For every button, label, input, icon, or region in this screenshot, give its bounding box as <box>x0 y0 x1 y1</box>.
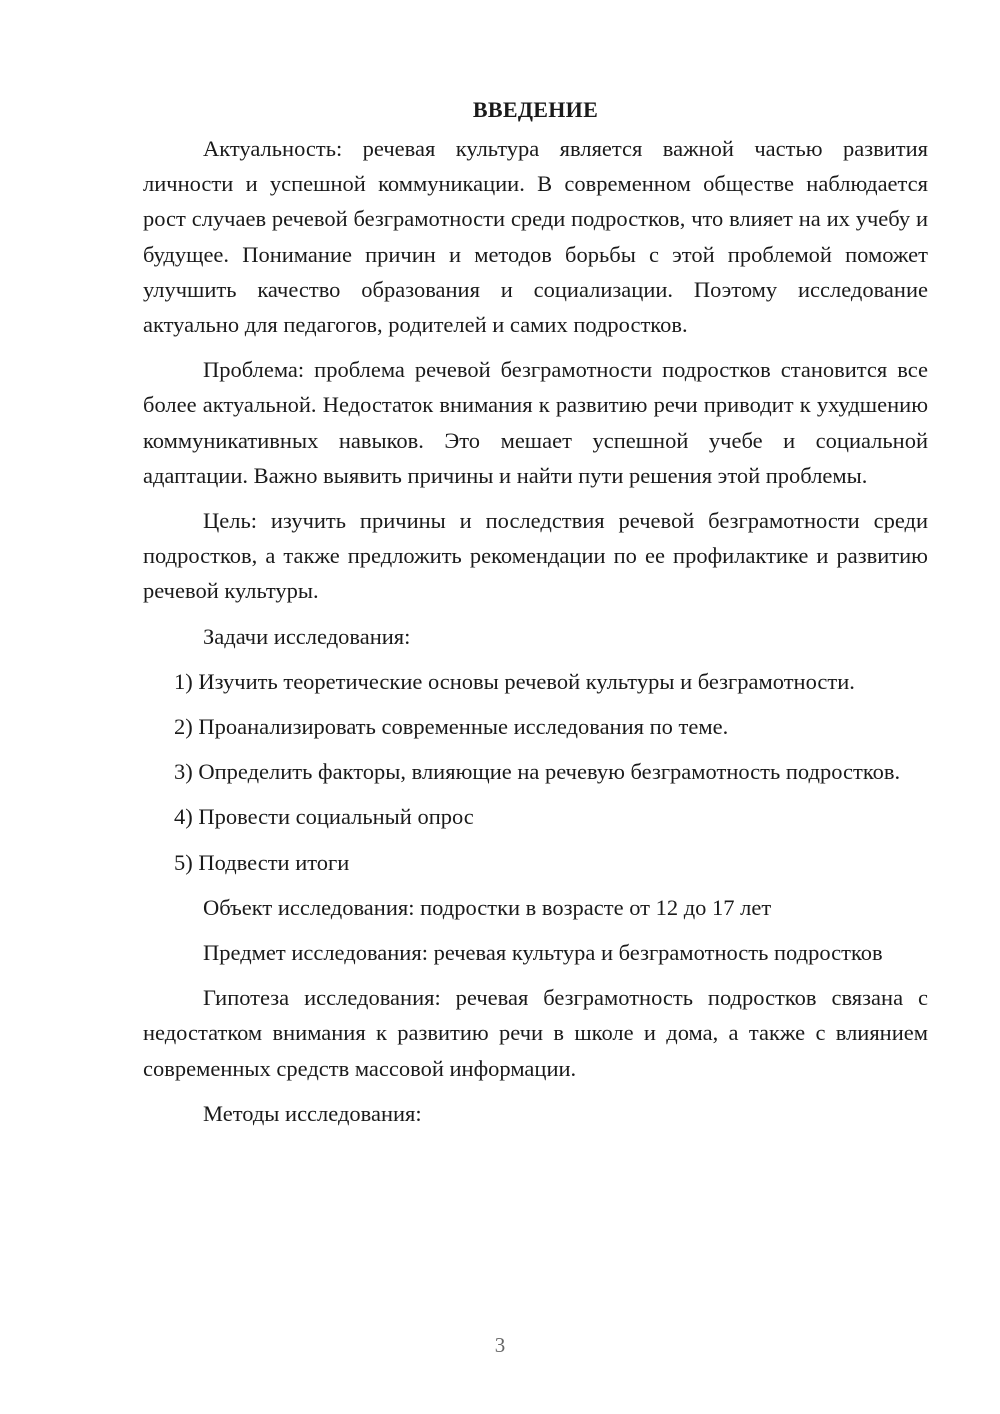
task-item-2: 2) Проанализировать современные исследования по теме. <box>174 714 729 740</box>
task-item-3: 3) Определить факторы, влияющие на речевую безграмотность подростков. <box>174 759 901 785</box>
tasks-heading: Задачи исследования: <box>203 623 411 649</box>
hypothesis-paragraph: Гипотеза исследования: речевая безграмотность подростков связана с недостатком внимания к развитию речи в школе и дома, а также с влиянием современных средств массовой информации. <box>143 985 928 1081</box>
section-title: ВВЕДЕНИЕ <box>472 97 599 122</box>
subject-paragraph: Предмет исследования: речевая культура и безграмотность подростков <box>203 940 883 966</box>
relevance-paragraph: Актуальность: речевая культура является важной частью развития личности и успешной коммуникации. В современном обществе наблюдается рост случаев речевой безграмотности среди подростков, что влияет на их учебу и будущее. Понимание причин и методов борьбы с этой проблемой поможет улучшить качество образования и социализации. Поэтому исследование актуально для педагогов, родителей и самих подростков. <box>143 136 928 338</box>
goal-paragraph: Цель: изучить причины и последствия речевой безграмотности среди подростков, а также предложить рекомендации по ее профилактике и развитию речевой культуры. <box>143 508 928 604</box>
document-page <box>143 92 928 1141</box>
methods-heading: Методы исследования: <box>203 1100 422 1126</box>
task-item-5: 5) Подвести итоги <box>174 849 350 875</box>
task-item-1: 1) Изучить теоретические основы речевой культуры и безграмотности. <box>174 668 855 694</box>
page-number: 3 <box>494 1333 506 1357</box>
problem-paragraph: Проблема: проблема речевой безграмотности подростков становится все более актуальной. Недостаток внимания к развитию речи приводит к ухудшению коммуникативных навыков. Это мешает успешной учебе и социальной адаптации. Важно выявить причины и найти пути решения этой проблемы. <box>143 357 928 488</box>
task-item-4: 4) Провести социальный опрос <box>174 804 474 830</box>
object-paragraph: Объект исследования: подростки в возрасте от 12 до 17 лет <box>203 894 772 920</box>
